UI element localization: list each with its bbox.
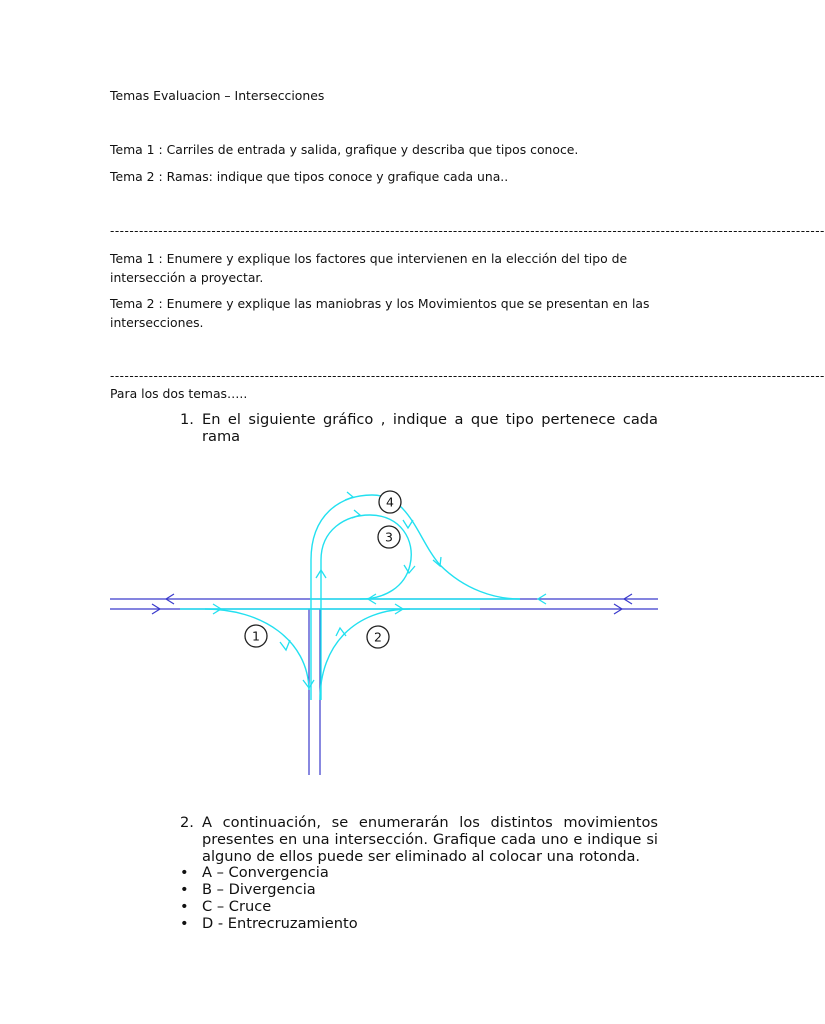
set2-tema2-line2: intersecciones. xyxy=(110,315,204,330)
page-title: Temas Evaluacion – Intersecciones xyxy=(110,88,325,103)
arrow-branch-1a xyxy=(280,640,290,650)
label-2: 2 xyxy=(374,629,382,645)
bullet-icon: • xyxy=(180,864,189,881)
bullet-icon: • xyxy=(180,881,189,898)
movement-d-text: D - Entrecruzamiento xyxy=(202,915,358,932)
set1-tema2: Tema 2 : Ramas: indique que tipos conoce y grafique cada una.. xyxy=(110,169,509,184)
question-1-text: En el siguiente gráfico , indique a que tipo pertenece cada rama xyxy=(202,411,658,445)
movement-b-text: B – Divergencia xyxy=(202,881,316,898)
separator-line-1: ---------------------------------------------------------------------------------------------------------------------------------------------------- xyxy=(110,224,825,238)
ramp-branch-4 xyxy=(311,495,520,599)
question-2-text: A continuación, se enumerarán los distintos movimientos presentes en una intersección. Grafique cada uno e indique si alguno de ellos puede ser eliminado al colocar una rotonda. xyxy=(202,814,658,865)
movement-c-text: C – Cruce xyxy=(202,898,272,915)
set2-tema1-line2: intersección a proyectar. xyxy=(110,270,264,285)
ramp-branch-3 xyxy=(321,515,411,599)
set1-tema1: Tema 1 : Carriles de entrada y salida, grafique y describa que tipos conoce. xyxy=(110,142,579,157)
set2-tema1-line1: Tema 1 : Enumere y explique los factores que intervienen en la elección del tipo de xyxy=(110,251,628,266)
bullet-icon: • xyxy=(180,898,189,915)
label-1: 1 xyxy=(252,628,260,644)
ramp-branch-2 xyxy=(320,609,410,700)
question-2-number: 2. xyxy=(180,814,194,831)
movement-a-text: A – Convergencia xyxy=(202,864,329,881)
label-4: 4 xyxy=(386,494,394,510)
arrow-branch-4-top xyxy=(345,492,353,500)
label-3: 3 xyxy=(385,529,393,545)
separator-line-2: ---------------------------------------------------------------------------------------------------------------------------------------------------- xyxy=(110,369,825,383)
arrow-branch-4-down xyxy=(403,520,413,528)
question-2 xyxy=(180,814,658,865)
ramp-branch-1 xyxy=(205,609,309,690)
both-topics-label: Para los dos temas….. xyxy=(110,386,248,401)
question-1-number: 1. xyxy=(180,411,194,428)
set2-tema2-line1: Tema 2 : Enumere y explique las maniobras y los Movimientos que se presentan en las xyxy=(110,296,650,311)
arrow-branch-2a xyxy=(336,628,346,636)
bullet-icon: • xyxy=(180,915,189,932)
